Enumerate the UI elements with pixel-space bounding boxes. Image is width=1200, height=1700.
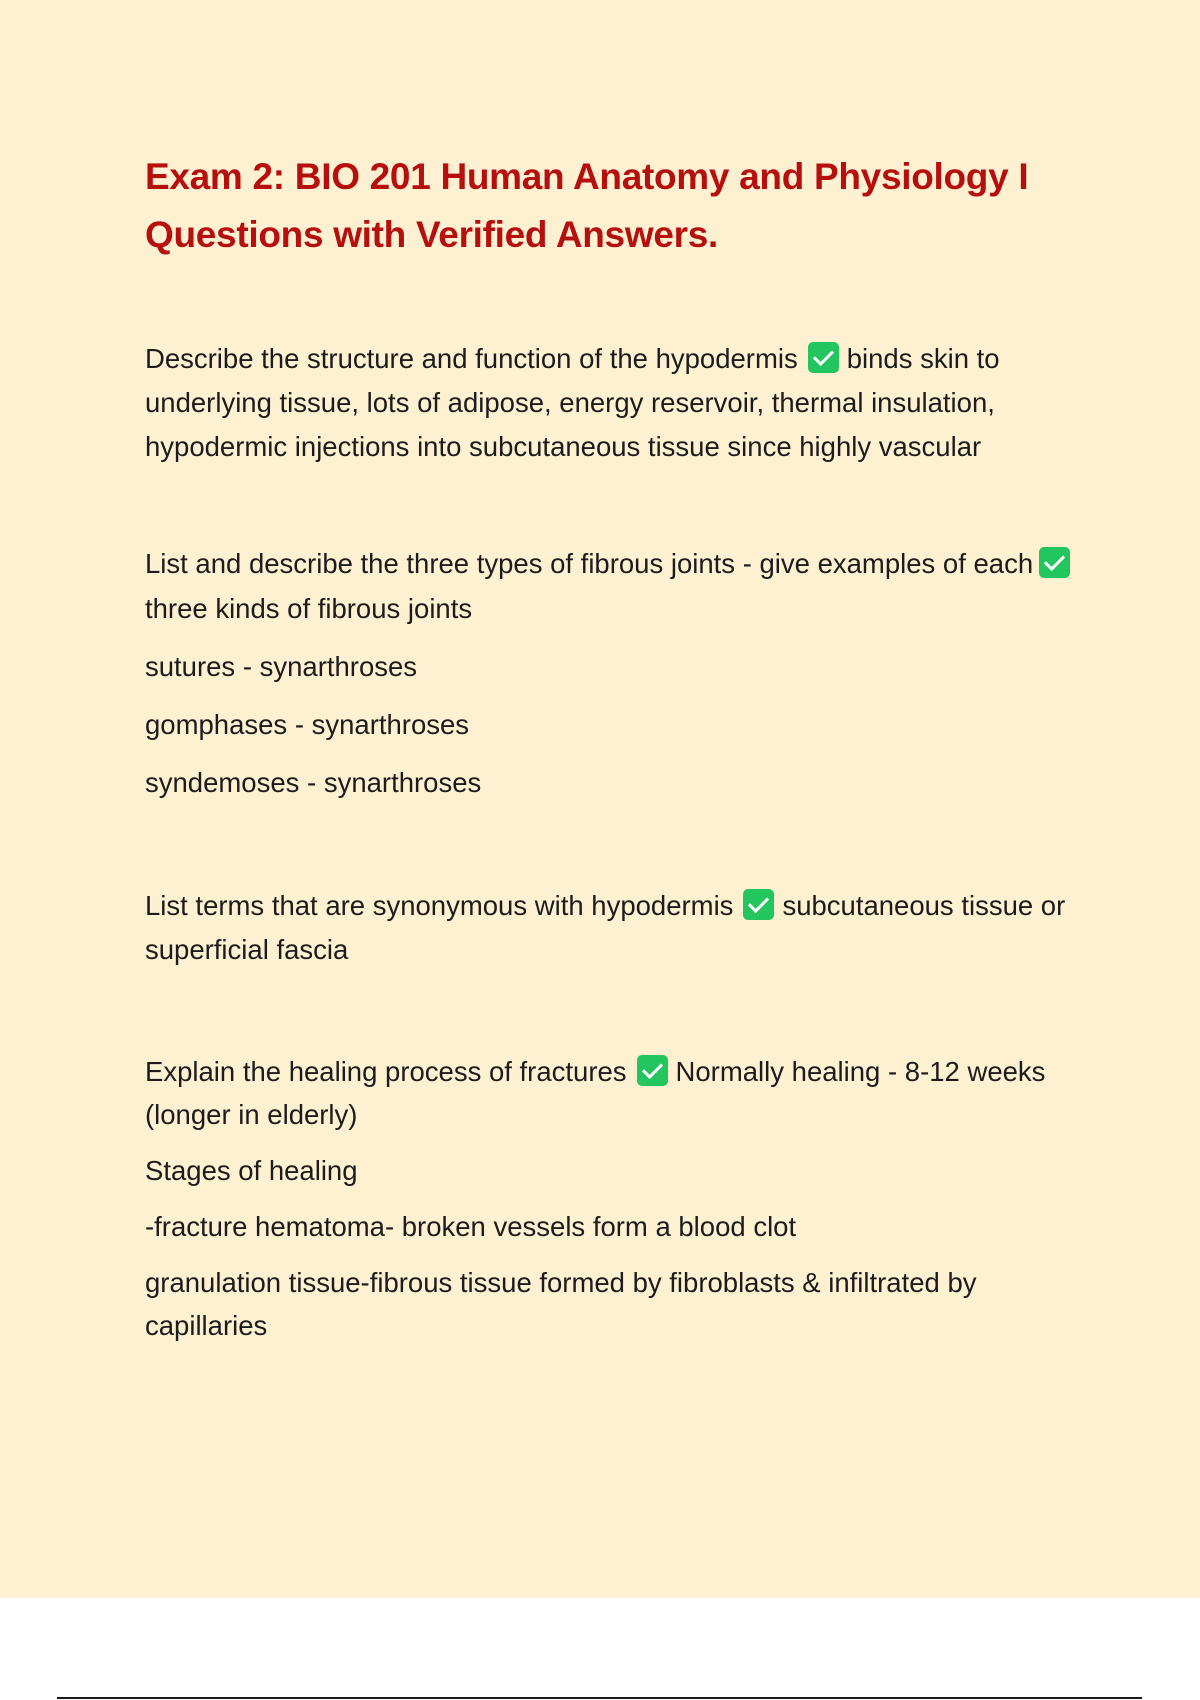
footer-divider — [57, 1697, 1142, 1699]
question-text: Describe the structure and function of the hypodermis — [145, 343, 798, 374]
question-text: List and describe the three types of fibrous joints - give examples of each — [145, 548, 1034, 579]
check-mark-icon — [743, 889, 774, 920]
answer-line: sutures - synarthroses — [145, 651, 418, 682]
qa-item-synonyms — [145, 884, 1085, 972]
question-text: Explain the healing process of fractures — [145, 1056, 627, 1087]
check-mark-icon — [1039, 547, 1070, 578]
check-mark-icon — [808, 342, 839, 373]
question-text: List terms that are synonymous with hypodermis — [145, 890, 734, 921]
answer-text: three kinds of fibrous joints — [145, 593, 473, 624]
document-title: Exam 2: BIO 201 Human Anatomy and Physiology I Questions with Verified Answers. — [145, 156, 1029, 255]
answer-line: gomphases - synarthroses — [145, 709, 470, 740]
check-mark-icon — [637, 1055, 668, 1086]
qa-item-hypodermis — [145, 337, 1085, 469]
answer-text: subcutaneous tissue or superficial fascia — [145, 890, 1066, 965]
answer-text: binds skin to underlying tissue, lots of adipose, energy reservoir, thermal insulation, hypodermic injections into subcutaneous tissue since highly vascular — [145, 343, 1000, 462]
qa-paragraph — [145, 1050, 1085, 1136]
qa-paragraph — [145, 541, 1085, 631]
qa-item-fibrous-joints — [145, 541, 1085, 805]
qa-item-fracture-healing — [145, 1050, 1085, 1347]
qa-paragraph — [145, 884, 1085, 972]
answer-line: Stages of healing — [145, 1155, 358, 1186]
answer-line: syndemoses - synarthroses — [145, 767, 482, 798]
qa-paragraph — [145, 337, 1085, 469]
answer-line: -fracture hematoma- broken vessels form a blood clot — [145, 1211, 797, 1242]
answer-line: granulation tissue-fibrous tissue formed by fibroblasts & infiltrated by capillaries — [145, 1267, 977, 1341]
answer-text: Normally healing - 8-12 weeks (longer in elderly) — [145, 1056, 1046, 1130]
